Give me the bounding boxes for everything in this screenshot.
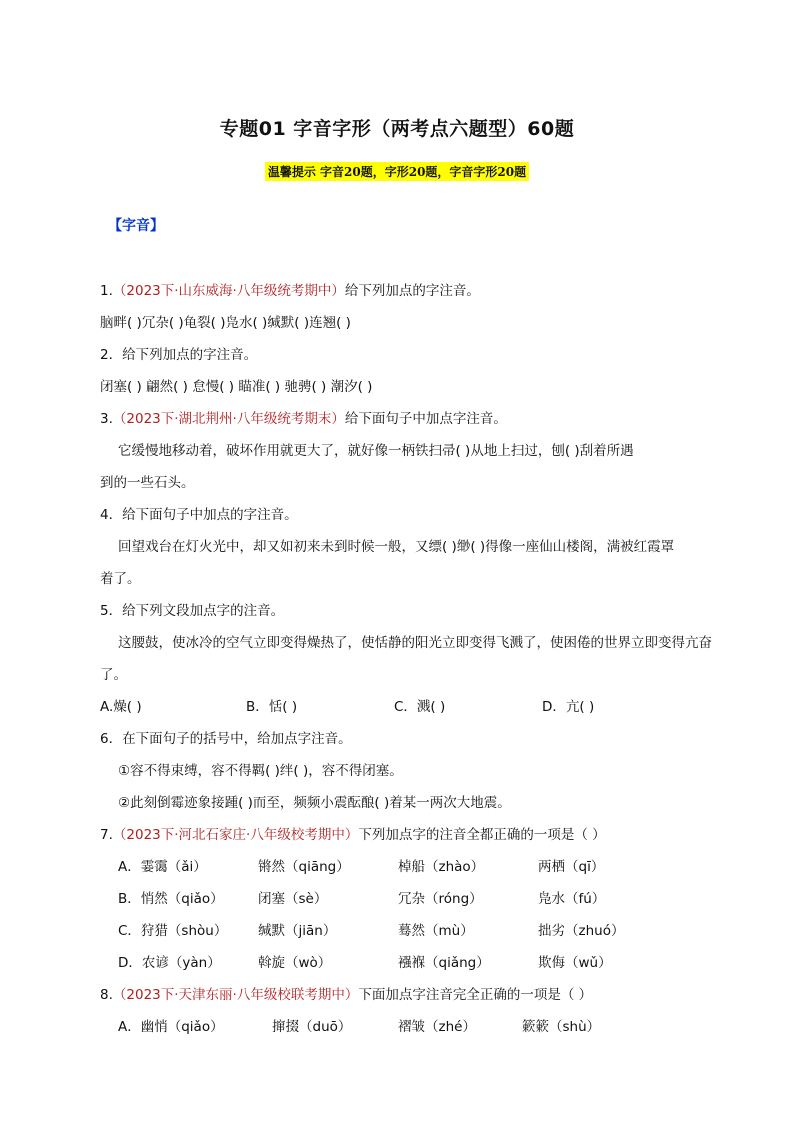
q7-b4: 凫水（fú）: [538, 891, 606, 907]
q7-b2: 闭塞（sè）: [258, 891, 328, 907]
q5-line-1: 这腰鼓，使冰冷的空气立即变得燥热了，使恬静的阳光立即变得飞溅了，使困倦的世界立即变得亢奋: [118, 635, 712, 651]
question-2: 2．给下列加点的字注音。: [100, 347, 258, 363]
q6-line-1: ①容不得束缚，容不得羁( )绊( )，容不得闭塞。: [118, 763, 403, 779]
q8-number: 8.: [100, 987, 113, 1003]
q5-option-a: A.燥( ): [100, 699, 142, 715]
q2-items: 闭塞( ) 翩然( ) 怠慢( ) 瞄准( ) 驰骋( ) 潮汐( ): [100, 379, 373, 395]
q3-line-1: 它缓慢地移动着，破坏作用就更大了，就好像一柄铁扫帚( )从地上扫过，刨( )刮着所遇: [118, 443, 634, 459]
q3-line-2: 到的一些石头。: [100, 475, 195, 491]
q7-c3: 蓦然（mù）: [398, 923, 474, 939]
question-7: [100, 825, 606, 845]
q7-number: 7.: [100, 827, 113, 843]
q4-line-1: 回望戏台在灯火光中，却又如初来未到时候一般，又缥( )缈( )得像一座仙山楼阁，满被红霞罩: [118, 539, 675, 555]
q7-a1: A．霎霭（ǎi）: [118, 859, 207, 875]
question-5: 5．给下列文段加点字的注音。: [100, 603, 285, 619]
q3-source: （2023下·湖北荆州·八年级统考期末）: [112, 411, 345, 427]
q8-a2: 撺掇（duō）: [272, 1019, 352, 1035]
tip-highlight: 温馨提示 字音20题，字形20题，字音字形20题: [265, 162, 529, 181]
q8-source: （2023下·天津东丽·八年级校联考期中）: [112, 987, 359, 1003]
q7-a2: 锵然（qiāng）: [258, 859, 350, 875]
q6-line-2: ②此刻倒霉迹象接踵( )而至，频频小震酝酿( )着某一两次大地震。: [118, 795, 511, 811]
q1-number: 1.: [100, 283, 113, 299]
q5-line-2: 了。: [100, 667, 127, 683]
q8-text: 下面加点字注音完全正确的一项是（ ）: [358, 987, 593, 1003]
tip-wrap: [0, 161, 794, 181]
q7-b3: 冗杂（róng）: [398, 891, 483, 907]
q1-items: 脑畔( )冗杂( )龟裂( )凫水( )缄默( )连翘( ): [100, 315, 351, 331]
q7-a3: 棹船（zhào）: [398, 859, 485, 875]
q1-text: 给下列加点的字注音。: [344, 283, 480, 299]
q4-line-2: 着了。: [100, 571, 141, 587]
question-3: [100, 409, 507, 429]
q7-c4: 拙劣（zhuó）: [538, 923, 625, 939]
q5-option-c: C．溅( ): [394, 699, 446, 715]
q8-a3: 褶皱（zhé）: [398, 1019, 476, 1035]
q7-d4: 欺侮（wǔ）: [538, 955, 612, 971]
q8-a1: A．幽悄（qiǎo）: [118, 1019, 224, 1035]
section-heading: 【字音】: [108, 218, 164, 234]
q7-c1: C．狩猎（shòu）: [118, 923, 228, 939]
q5-option-d: D．亢( ): [542, 699, 595, 715]
q7-d1: D．农谚（yàn）: [118, 955, 221, 971]
page-title: 专题01 字音字形（两考点六题型）60题: [219, 118, 575, 140]
question-4: 4．给下面句子中加点的字注音。: [100, 507, 298, 523]
q7-source: （2023下·河北石家庄·八年级校考期中）: [112, 827, 359, 843]
q7-a4: 两栖（qī）: [538, 859, 605, 875]
q3-text: 给下面句子中加点字注音。: [344, 411, 507, 427]
q7-text: 下列加点字的注音全都正确的一项是（ ）: [358, 827, 606, 843]
q7-c2: 缄默（jiān）: [258, 923, 337, 939]
question-8: [100, 985, 592, 1005]
q3-number: 3.: [100, 411, 113, 427]
question-1: [100, 281, 480, 301]
q7-d3: 襁褓（qiǎng）: [398, 955, 490, 971]
question-6: 6．在下面句子的括号中，给加点字注音。: [100, 731, 352, 747]
q7-b1: B．悄然（qiǎo）: [118, 891, 224, 907]
q7-d2: 斡旋（wò）: [258, 955, 332, 971]
q1-source: （2023下·山东威海·八年级统考期中）: [112, 283, 345, 299]
q8-a4: 簌簌（shù）: [522, 1019, 601, 1035]
q5-option-b: B．恬( ): [246, 699, 298, 715]
